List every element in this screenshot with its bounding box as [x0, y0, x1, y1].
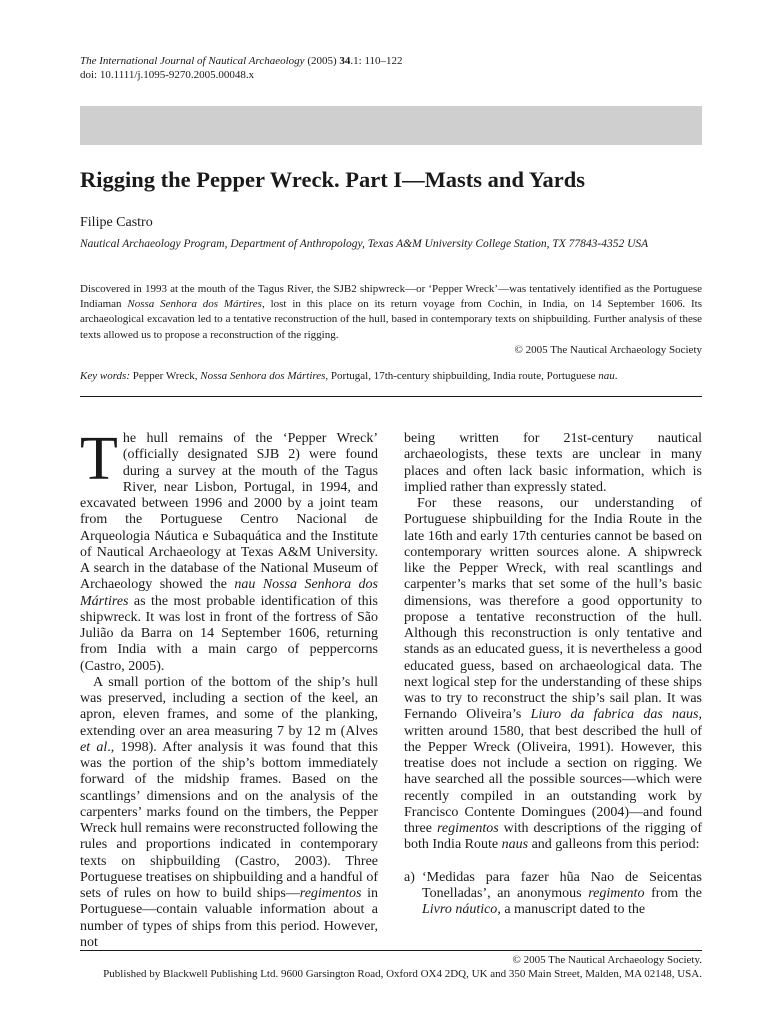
keywords-label: Key words: [80, 370, 131, 382]
paragraph-text: For these reasons, our understanding of Portuguese shipbuilding for the India Route in the late 16th and early 17th centuries cannot be based on contemporary written sources alone. A shipwreck like the Pepper Wreck, with real scantlings and carpenter’s marks that set some of the hull’s basic dimensions, was therefore a good opportunity to propose a tentative reconstruction of the hull. Although this reconstruction is only tentative and stands as an educated guess, it is nevertheless a good educated guess, based on archaeological data. The next logical step for the understanding of these ships was to try to reconstruct the ship’s sail plan. It was Fernando Oliveira’s [404, 496, 702, 723]
journal-issue-pages: .1: 110–122 [350, 55, 403, 67]
drop-cap: T [80, 425, 118, 493]
paragraph-text: and galleons from this period: [528, 837, 700, 853]
body-column-right [404, 431, 702, 918]
body-paragraph [404, 496, 702, 854]
ship-name-italic: nau Nossa Senhora dos Mártires [80, 577, 378, 609]
abstract-text-part: Discovered in 1993 at the mouth of the Tagus River, the SJB2 shipwreck—or ‘Pepper Wreck’—was tentatively identified as the Portuguese Indiaman [80, 283, 702, 311]
journal-header [80, 54, 403, 82]
abstract-text [80, 282, 702, 343]
paragraph-text: A small portion of the bottom of the ship’s hull was preserved, including a section of the keel, an apron, eleven frames, and some of the planking, extending over an area measuring 7 by 12 m (Alves [80, 674, 378, 739]
journal-year: (2005) [307, 55, 337, 67]
journal-name: The International Journal of Nautical Archaeology [80, 55, 305, 67]
list-item-text [422, 870, 702, 919]
term-italic: naus [501, 837, 529, 853]
body-column-left [80, 425, 378, 951]
abstract-text-part: , lost in this place on its return voyage from Cochin, in India, on 14 September 1606. Its archaeological excavation led to a tentative reconstruction of the hull, based in contemporary texts on shipbuilding. Further analysis of these texts allowed us to propose a reconstruction of the rigging. [80, 298, 702, 341]
keywords [80, 369, 702, 384]
term-italic: regimentos [436, 821, 499, 836]
paragraph-text: , a manuscript dated to the [497, 902, 646, 917]
article-author: Filipe Castro [80, 215, 153, 230]
paragraph-text: he hull remains of the ‘Pepper Wreck’ (officially designated SJB 2) were found during a survey at the mouth of the Tagus River, near Lisbon, Portugal, in 1994, and excavated between 1996 and 2000 by a joint team from the Portuguese Centro Nacional de Arqueologia Náutica e Subaquática and the Institute of Nautical Archaeology at Texas A&M University. A search in the database of the National Museum of Archaeology showed the [80, 431, 378, 593]
keywords-text: . [614, 370, 618, 382]
body-paragraph [80, 675, 378, 951]
paragraph-text: ., 1998). After analysis it was found that this was the portion of the ship’s bottom immediately forward of the midship frames. Based on the scantlings’ dimensions and on the analysis of the carpenters’ marks found on the timbers, the Pepper Wreck hull remains were reconstructed following the rules and proportions indicated in contemporary texts on shipbuilding (Castro, 2003). Three Portuguese treatises on shipbuilding and a handful of sets of rules on how to build ships— [80, 739, 378, 901]
body-paragraph [80, 425, 378, 675]
article-title: Rigging the Pepper Wreck. Part I—Masts and Yards [80, 167, 586, 192]
book-title-italic: Livro náutico [422, 902, 498, 917]
keyword-ship-name: Nossa Senhora dos Mártires [200, 370, 326, 382]
list-item [404, 870, 702, 919]
header-divider [80, 396, 702, 397]
abstract-ship-name: Nossa Senhora dos Mártires [127, 298, 262, 311]
author-affiliation: Nautical Archaeology Program, Department of Anthropology, Texas A&M University College Station, TX 77843-4352 USA [80, 238, 649, 250]
paragraph-text: as the most probable identification of this shipwreck. It was lost in front of the fortress of São Julião da Barra on 14 September 1606, returning from India with a main cargo of peppercorns (Castro, 2005). [80, 593, 378, 674]
list-marker: a) [404, 869, 415, 885]
journal-volume: 34 [339, 55, 351, 67]
footer-divider [80, 950, 702, 951]
book-title-italic: Liuro da fabrica das naus [530, 707, 699, 723]
body-paragraph: being written for 21st-century nautical archaeologists, these texts are unclear in many places and often lack basic information, which is implied rather than expressly stated. [404, 431, 702, 495]
citation-line [80, 54, 403, 68]
term-italic: regimento [588, 885, 645, 901]
keywords-text: Pepper Wreck, [130, 370, 201, 382]
paragraph-text: in Portuguese—contain valuable information about a number of types of ships from this period. However, not [80, 886, 378, 950]
term-italic: regimentos [299, 886, 362, 901]
abstract-copyright: © 2005 The Nautical Archaeology Society [514, 343, 702, 356]
paragraph-text: ‘Medidas para fazer hũa Nao de Seicentas Tonelladas’, an anonymous [422, 869, 702, 901]
keyword-nau: nau [598, 370, 615, 382]
footer-copyright: © 2005 The Nautical Archaeology Society. [512, 954, 702, 966]
paragraph-text: with descriptions of the rigging of both India Route [404, 821, 702, 853]
doi-line: doi: 10.1111/j.1095-9270.2005.00048.x [80, 69, 255, 81]
paragraph-text: , written around 1580, that best described the hull of the Pepper Wreck (Oliveira, 1991). However, this treatise does not include a section on rigging. We have searched all the possible sources—which were recently compiled in an outstanding work by Francisco Contente Domingues (2004)—and found three [404, 707, 702, 836]
keywords-text: , Portugal, 17th-century shipbuilding, India route, Portuguese [325, 370, 599, 382]
header-band [80, 106, 702, 145]
abstract [80, 282, 702, 358]
footer-publisher: Published by Blackwell Publishing Ltd. 9600 Garsington Road, Oxford OX4 2DQ, UK and 350 Main Street, Malden, MA 02148, USA. [103, 968, 702, 980]
et-al-italic: et al [80, 739, 108, 755]
paragraph-text: from the [644, 885, 702, 901]
